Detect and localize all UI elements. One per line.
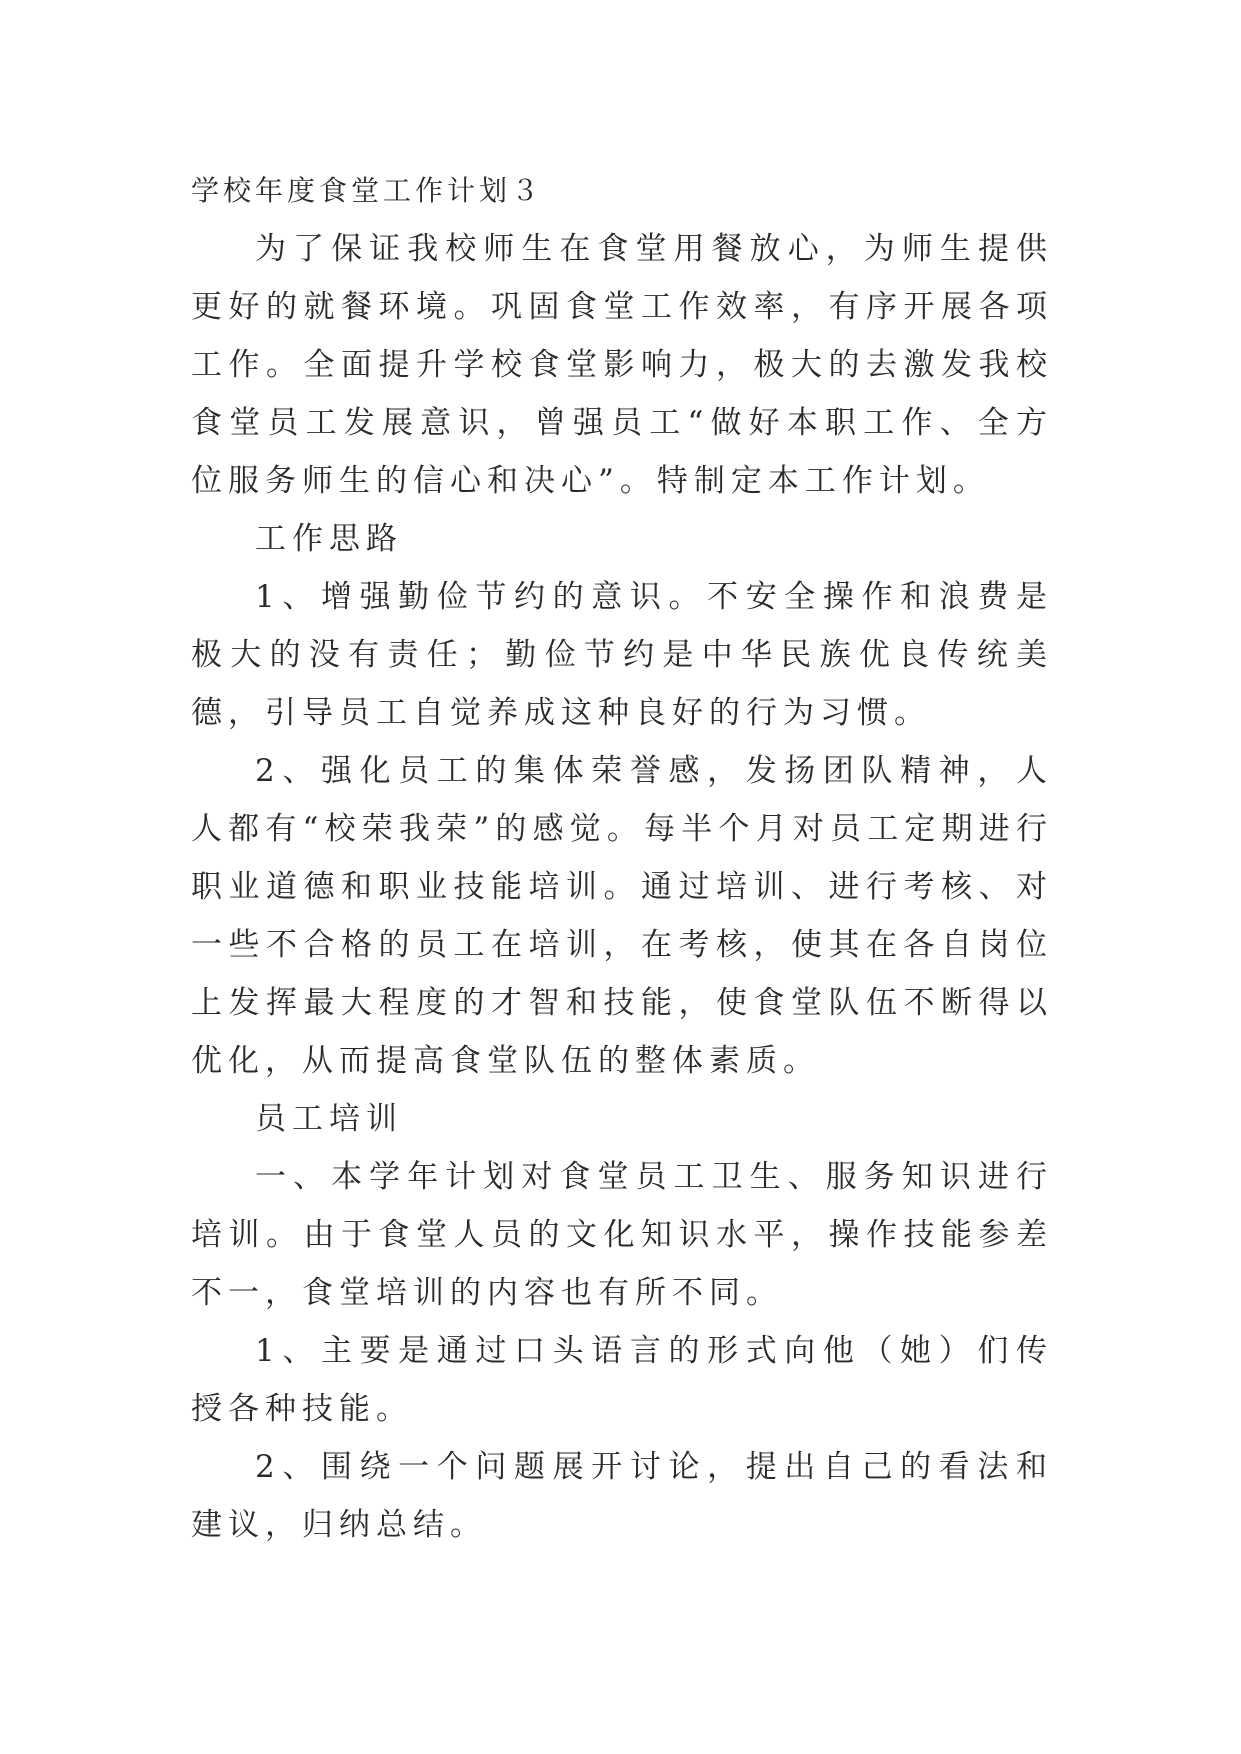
section-heading-staff-training: 员工培训 [255,1101,403,1137]
work-idea-item-2: 2、强化员工的集体荣誉感，发扬团队精神，人人都有“校荣我荣”的感觉。每半个月对员工定期进行职业道德和职业技能培训。通过培训、进行考核、对一些不合格的员工在培训，在考核，使其在各自岗位上发挥最大程度的才智和技能，使食堂队伍不断得以优化，从而提高食堂队伍的整体素质。 [191,753,1053,1079]
training-paragraph-1: 一、本学年计划对食堂员工卫生、服务知识进行培训。由于食堂人员的文化知识水平，操作技能参差不一，食堂培训的内容也有所不同。 [191,1159,1053,1311]
work-idea-item-1: 1、增强勤俭节约的意识。不安全操作和浪费是极大的没有责任；勤俭节约是中华民族优良传统美德，引导员工自觉养成这种良好的行为习惯。 [191,579,1053,731]
training-item-2: 2、围绕一个问题展开讨论，提出自己的看法和建议，归纳总结。 [191,1449,1053,1543]
document-title: 学校年度食堂工作计划３ [191,174,544,207]
document-body [191,162,1053,1554]
intro-paragraph: 为了保证我校师生在食堂用餐放心，为师生提供更好的就餐环境。巩固食堂工作效率，有序开展各项工作。全面提升学校食堂影响力，极大的去激发我校食堂员工发展意识，曾强员工“做好本职工作、全方位服务师生的信心和决心”。特制定本工作计划。 [191,231,1053,499]
section-heading-work-ideas: 工作思路 [255,521,403,557]
training-item-1: 1、主要是通过口头语言的形式向他（她）们传授各种技能。 [191,1333,1053,1427]
